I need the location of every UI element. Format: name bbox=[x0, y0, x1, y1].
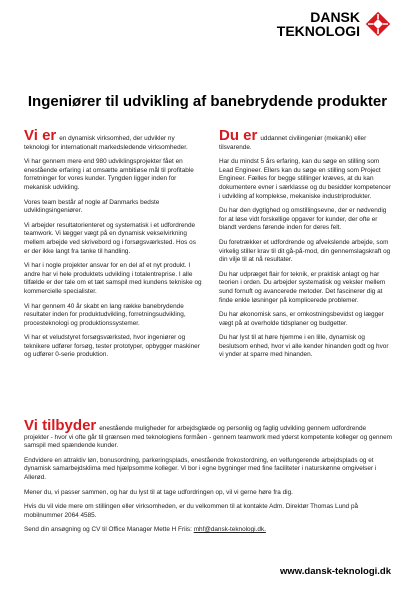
offer-section bbox=[24, 418, 392, 541]
offer-intro bbox=[24, 418, 392, 451]
right-paragraph: Du har udpræget flair for teknik, er praktisk anlagt og har teorien i orden. Du arbejder systematisk og veksler mellem sund fornuft og avancerede metoder. Det fascinerer dig at finde enkle løsninger på komplicerede problemer. bbox=[219, 270, 386, 304]
page-headline: Ingeniører til udvikling af banebrydende produkter bbox=[27, 93, 388, 110]
right-paragraph: Du har den dygtighed og omstillingsevne, der er nødvendig for at løse vidt forskellige opgaver for kunder, der ofte er blandt verdens førende inden for deres felt. bbox=[219, 207, 387, 232]
logo-line-1: DANSK bbox=[310, 9, 360, 25]
right-column bbox=[219, 128, 392, 366]
company-logo bbox=[277, 10, 391, 38]
left-lead: Vi er bbox=[24, 127, 57, 144]
logo-mark-icon bbox=[365, 11, 391, 37]
email-link[interactable]: mhf@dansk-teknologi.dk. bbox=[193, 526, 266, 534]
website-url[interactable]: www.dansk-teknologi.dk bbox=[279, 566, 391, 577]
offer-paragraph: Hvis du vil vide mere om stillingen eller virksomheden, er du velkommen til at kontakte Adm. Direktør Thomas Lund på mobilnummer 2064 4585. bbox=[24, 503, 359, 519]
left-paragraph: Vores team består af nogle af Danmarks bedste udviklingsingeniører. bbox=[24, 198, 160, 215]
left-intro bbox=[24, 128, 202, 152]
right-intro-text: uddannet civilingeniør (mekanik) eller tilsvarende. bbox=[219, 135, 367, 151]
right-paragraph: Du har økonomisk sans, er omkostningsbevidst og lægger vægt på at overholde tidsplaner og budgetter. bbox=[219, 311, 384, 327]
offer-paragraph: Endvidere en attraktiv løn, bonusordning, parkeringsplads, enestående frokostordning, en velfungerende arbejdsplads og et dynamisk samarbejdsklima med hjælpsomme kolleger. Vi bor i egne bygninger med fine faciliteter i naturskønne omgivelser i Allerød. bbox=[24, 456, 377, 481]
left-paragraph: Vi har i nogle projekter ansvar for en del af et nyt produkt. I andre har vi hele produktets udvikling i totalentreprise. I alle tilfælde er der tale om et tæt samspil med kundens tekniske og kommercielle specialister. bbox=[24, 262, 202, 295]
offer-lead: Vi tilbyder bbox=[24, 417, 97, 434]
right-paragraph: Du foretrækker et udfordrende og afvekslende arbejde, som virkelig stiller krav til dit gå-på-mod, din gennemslagskraft og din vilje til at nå resultater. bbox=[219, 238, 391, 264]
right-lead: Du er bbox=[219, 127, 258, 144]
left-paragraph: Vi arbejder resultatorienteret og systematisk i et udfordrende teamwork. Vi lægger vægt på en dynamisk vekselvirkning mellem arbejde ved skrivebord og i forsøgsværksted. Hos os er der ikke langt fra tanke til handling. bbox=[24, 221, 196, 255]
send-application-line bbox=[24, 526, 392, 535]
offer-paragraph: Mener du, vi passer sammen, og har du lyst til at tage udfordringen op, vil vi gerne høre fra dig. bbox=[24, 488, 293, 496]
send-application-text: Send din ansøgning og CV til Office Manager Mette H Friis: bbox=[24, 526, 192, 534]
left-paragraph: Vi har et veludstyret forsøgsværksted, hvor ingeniører og teknikere udfører forsøg, tester prototyper, opbygger maskiner og udfører 0-serie produktion. bbox=[24, 334, 200, 359]
left-paragraph: Vi har gennem mere end 980 udviklingsprojekter fået en enestående erfaring i at omsætte ambitiøse mål til profitable forretninger for vores kunder. Tyngden ligger inden for mekanisk udvikling. bbox=[24, 158, 194, 191]
right-intro bbox=[219, 128, 392, 152]
right-paragraph: Har du mindst 5 års erfaring, kan du søge en stilling som Lead Engineer. Ellers kan du søge en stilling som Project Engineer. Fælles for begge stillinger kræves, at du kan dokumentere evner i særklasse og du besidder kompetencer i udvikling af komplekse, mekaniske industriprodukter. bbox=[219, 158, 391, 200]
logo-wordmark bbox=[277, 10, 360, 38]
left-intro-text: en dynamisk virksomhed, der udvikler ny teknologi for internationalt markedsledende virksomheder. bbox=[24, 135, 188, 151]
logo-line-2: TEKNOLOGI bbox=[276, 23, 360, 39]
left-column bbox=[24, 128, 202, 366]
offer-intro-text: enestående muligheder for arbejdsglæde og personlig og faglig udvikling gennem udfordrende projekter - hvor vi ofte går til grænsen med teknologiens formåen - gennem teamwork med yderst kompetente kolleger og gennem samspil med spændende kunder. bbox=[24, 425, 393, 450]
left-paragraph: Vi har gennem 40 år skabt en lang række banebrydende resultater inden for produktudvikling, forretningsudvikling, procesteknologi og produktionssystemer. bbox=[24, 302, 186, 327]
right-paragraph: Du har lyst til at høre hjemme i en lille, dynamisk og beslutsom enhed, hvor vi alle kender hinanden godt og hvor vi ynder at sparre med hinanden. bbox=[219, 334, 389, 359]
